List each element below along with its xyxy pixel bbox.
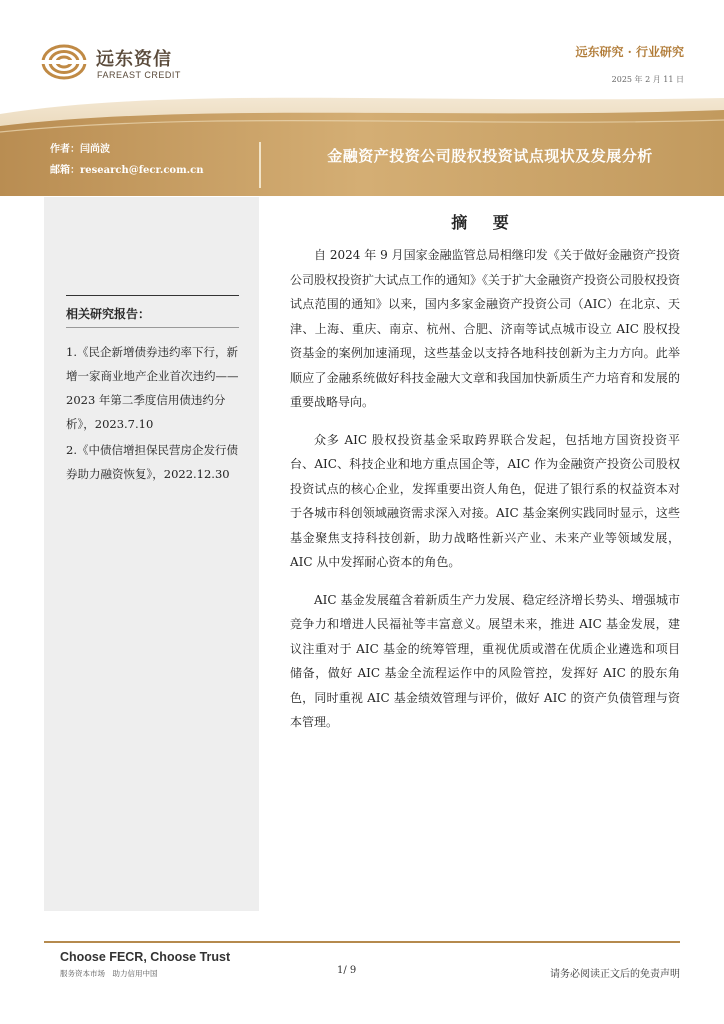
abstract-section (290, 210, 680, 748)
sidebar (44, 197, 259, 911)
logo-chinese-name: 远东资信 (96, 49, 172, 70)
related-reports-heading: 相关研究报告： (66, 307, 151, 321)
author-block (50, 139, 204, 181)
abstract-heading: 摘 要 (451, 213, 519, 232)
sidebar-rule (66, 295, 239, 296)
header-right (575, 43, 684, 85)
abstract-paragraph: 自 2024 年 9 月国家金融监管总局相继印发《关于做好金融资产投资公司股权投资扩大试点工作的通知》《关于扩大金融资产投资公司股权投资试点范围的通知》以来，国内多家金融资产投资公司（AIC）在北京、天津、上海、重庆、南京、杭州、合肥、济南等试点城市设立 AIC 股权投资基金的案例加速涌现，这些基金以支持各地科技创新为主力方向。此举顺应了金融系统做好科技金融大文章和我国加快新质生产力培育和发展的重要战略导向。 (290, 248, 681, 409)
author: 作者：闫尚波 (50, 144, 110, 155)
report-date: 2025 年 2 月 11 日 (611, 75, 684, 84)
fareast-logo-icon (40, 42, 88, 82)
footer-disclaimer: 请务必阅读正文后的免责声明 (550, 969, 680, 980)
footer-slogan: Choose FECR, Choose Trust (60, 950, 231, 964)
abstract-paragraph: AIC 基金发展蕴含着新质生产力发展、稳定经济增长势头、增强城市竞争力和增进人民福祉等丰富意义。展望未来，推进 AIC 基金发展，建议注重对于 AIC 基金的统筹管理，重视优质或潜在优质企业遴选和项目储备，做好 AIC 基金全流程运作中的风险管控，发挥好 AIC 的股东角色，同时重视 AIC 基金绩效管理与评价，做好 AIC 的资产负债管理与资本管理。 (290, 592, 680, 729)
page-number: 1/ 9 (337, 965, 357, 976)
sidebar-rule-thin (66, 327, 239, 328)
footer-rule (44, 941, 680, 943)
company-logo (40, 42, 190, 88)
related-report-item[interactable]: 2.《中债信增担保民营房企发行债券助力融资恢复》，2022.12.30 (66, 443, 238, 481)
footer-slogan-cn: 服务资本市场 助力信用中国 (60, 969, 158, 978)
related-report-item[interactable]: 1.《民企新增债券违约率下行，新增一家商业地产企业首次违约——2023 年第二季度信用债违约分析》，2023.7.10 (66, 345, 239, 431)
email[interactable]: 邮箱：research@fecr.com.cn (50, 165, 204, 176)
logo-english-name: FAREAST CREDIT (97, 70, 181, 80)
report-title: 金融资产投资公司股权投资试点现状及发展分析 (327, 147, 653, 165)
abstract-paragraph: 众多 AIC 股权投资基金采取跨界联合发起，包括地方国资投资平台、AIC、科技企业和地方重点国企等，AIC 作为金融资产投资公司股权投资试点的核心企业，发挥重要出资人角色，促进了银行系的权益资本对于各城市科创领域融资需求深入对接。AIC 基金案例实践同时显示，这些基金聚焦支持科技创新，助力战略性新兴产业、未来产业等领域发展，AIC 从中发挥耐心资本的角色。 (290, 432, 680, 569)
related-reports-list (66, 340, 246, 488)
report-category: 远东研究 · 行业研究 (575, 45, 684, 59)
